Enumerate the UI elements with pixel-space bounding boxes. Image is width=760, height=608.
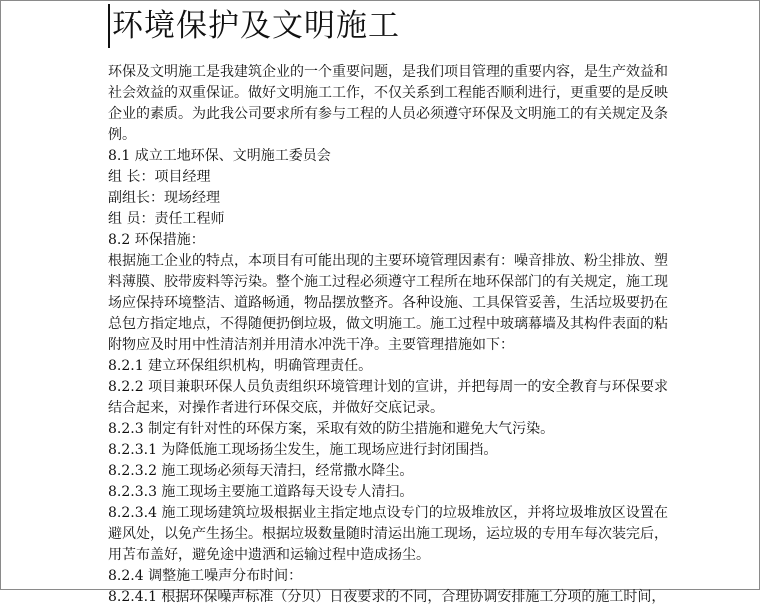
document-body [108,62,668,608]
body-line: 副组长：现场经理 [108,190,220,206]
body-paragraph: 根据施工企业的特点，本项目有可能出现的主要环境管理因素有：噪音排放、粉尘排放、塑料薄膜、胶带废料等污染。整个施工过程必须遵守工程所在地环保部门的有关规定，施工现场应保持环境整洁、道路畅通，物品摆放整齐。各种设施、工具保管妥善，生活垃圾要扔在总包方指定地点，不得随便扔倒垃圾，做文明施工。施工过程中玻璃幕墙及其构件表面的粘附物应及时用中性清洁剂并用清水冲洗干净。主要管理措施如下： [108,253,668,353]
body-line: 8.2 环保措施： [108,232,205,248]
body-line: 组 员：责任工程师 [108,211,225,227]
body-paragraph: 8.2.3.4 施工现场建筑垃圾根据业主指定地点设专门的垃圾堆放区，并将垃圾堆放区设置在避风处，以免产生扬尘。根据垃圾数量随时清运出施工现场，运垃圾的专用车每次装完后，用苫布盖好，避免途中遗洒和运输过程中造成扬尘。 [108,505,668,563]
body-line: 8.2.3.1 为降低施工现场扬尘发生，施工现场应进行封闭围挡。 [108,442,498,458]
body-line: 8.2.3.3 施工现场主要施工道路每天设专人清扫。 [108,484,414,500]
page-title: 环境保护及文明施工 [108,4,668,48]
body-paragraph: 8.2.2 项目兼职环保人员负责组织环境管理计划的宣讲，并把每周一的安全教育与环保要求结合起来，对操作者进行环保交底，并做好交底记录。 [108,379,668,416]
body-line: 8.2.1 建立环保组织机构，明确管理责任。 [108,358,373,374]
body-line: 组 长：项目经理 [108,169,211,185]
body-line: 8.2.3.2 施工现场必须每天清扫，经常撒水降尘。 [108,463,414,479]
body-line: 8.1 成立工地环保、文明施工委员会 [108,148,331,164]
body-line: 8.2.4.1 根据环保噪声标准（分贝）日夜要求的不同，合理协调安排施工分项的施工时间， [108,589,666,605]
body-line: 8.2.4 调整施工噪声分布时间： [108,568,303,584]
body-paragraph: 环保及文明施工是我建筑企业的一个重要问题，是我们项目管理的重要内容，是生产效益和社会效益的双重保证。做好文明施工工作，不仅关系到工程能否顺利进行，更重要的是反映企业的素质。为此我公司要求所有参与工程的人员必须遵守环保及文明施工的有关规定及条例。 [108,64,668,143]
document-page [108,4,668,605]
body-line: 8.2.3 制定有针对性的环保方案，采取有效的防尘措施和避免大气污染。 [108,421,555,437]
